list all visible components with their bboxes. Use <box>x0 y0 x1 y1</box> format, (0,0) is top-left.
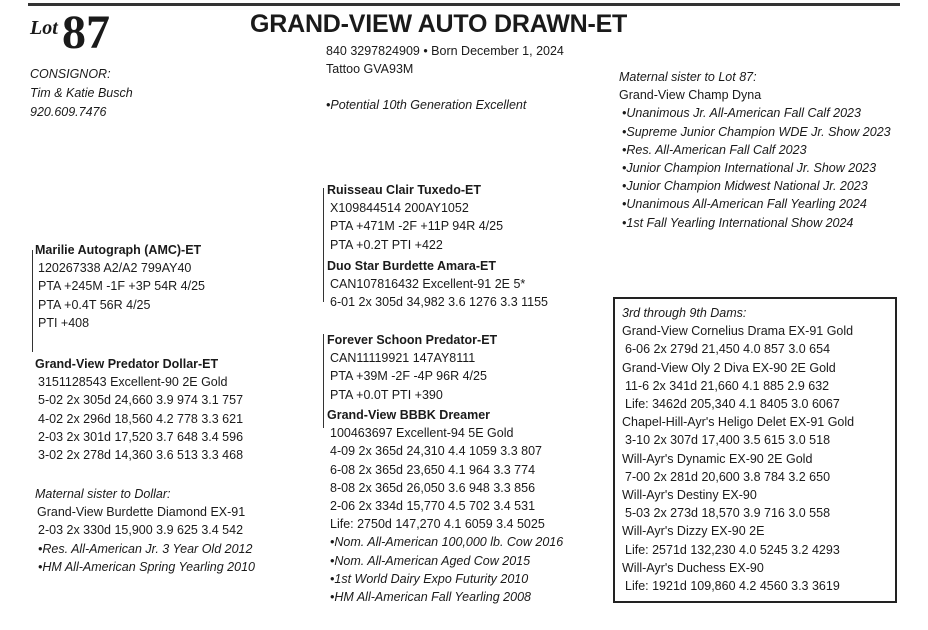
dam <box>35 355 243 464</box>
ancestor-line: Grand-View Cornelius Drama EX-91 Gold <box>622 324 854 339</box>
honor-item: •Unanimous Jr. All-American Fall Calf 2023 <box>622 106 861 121</box>
sire-dam-name: Duo Star Burdette Amara-ET <box>327 259 497 273</box>
animal-tattoo: Tattoo GVA93M <box>326 62 414 76</box>
maternal-sister-dollar-name: Grand-View Burdette Diamond EX-91 <box>37 505 246 520</box>
ancestor-line: 6-06 2x 279d 21,450 4.0 857 3.0 654 <box>625 342 831 357</box>
consignor-phone: 920.609.7476 <box>30 105 107 119</box>
honor-item: •1st Fall Yearling International Show 2024 <box>622 215 854 230</box>
sire <box>35 241 205 332</box>
maternal-sister-dollar <box>35 485 255 576</box>
dam-line: 2-03 2x 301d 17,520 3.7 648 3.4 596 <box>38 429 244 444</box>
honor-item: •HM All-American Spring Yearling 2010 <box>38 559 255 574</box>
dam-line: 4-02 2x 296d 18,560 4.2 778 3.3 621 <box>38 411 244 426</box>
honor-item: •Res. All-American Jr. 3 Year Old 2012 <box>38 541 253 556</box>
dam-dam-line: 100463697 Excellent-94 5E Gold <box>330 426 514 441</box>
maternal-sister-dollar-heading: Maternal sister to Dollar: <box>35 487 171 501</box>
pedigree-bracket-main <box>32 250 33 352</box>
lot-number: 87 <box>62 6 110 59</box>
ancestor-dams-list <box>622 304 854 595</box>
consignor <box>30 65 133 122</box>
consignor-name: Tim & Katie Busch <box>30 86 133 100</box>
sire-line: PTI +408 <box>38 315 90 330</box>
dam-line: 3151128543 Excellent-90 2E Gold <box>38 375 228 390</box>
honor-item: •Supreme Junior Champion WDE Jr. Show 2023 <box>622 124 891 139</box>
ancestor-line: Grand-View Oly 2 Diva EX-90 2E Gold <box>622 360 836 375</box>
ancestor-line: 5-03 2x 273d 18,570 3.9 716 3.0 558 <box>625 506 831 521</box>
dam-dam-line: 8-08 2x 365d 26,050 3.6 948 3.3 856 <box>330 480 536 495</box>
animal-note: •Potential 10th Generation Excellent <box>326 98 527 112</box>
sire-sire-line: PTA +0.2T PTI +422 <box>330 237 443 252</box>
dam-sire-line: PTA +0.0T PTI +390 <box>330 387 443 402</box>
animal-info <box>326 42 564 114</box>
ancestor-line: Life: 3462d 205,340 4.1 8405 3.0 6067 <box>625 397 840 412</box>
honor-item: •Junior Champion International Jr. Show 2023 <box>622 161 877 176</box>
sire-sire <box>327 181 503 254</box>
animal-id-line: 840 3297824909 • Born December 1, 2024 <box>326 44 564 58</box>
pedigree-bracket-dam <box>323 334 324 428</box>
sire-sire-line: PTA +471M -2F +11P 94R 4/25 <box>330 219 504 234</box>
sire-line: PTA +245M -1F +3P 54R 4/25 <box>38 279 205 294</box>
sire-dam-line: 6-01 2x 305d 34,982 3.6 1276 3.3 1155 <box>330 295 549 310</box>
maternal-sister-lot-heading: Maternal sister to Lot 87: <box>619 70 757 84</box>
honor-item: •Nom. All-American 100,000 lb. Cow 2016 <box>330 535 564 550</box>
dam-sire-name: Forever Schoon Predator-ET <box>327 333 498 347</box>
ancestor-line: Will-Ayr's Dynamic EX-90 2E Gold <box>622 451 813 466</box>
ancestor-line: Life: 1921d 109,860 4.2 4560 3.3 3619 <box>625 579 840 594</box>
consignor-label: CONSIGNOR: <box>30 67 111 81</box>
sire-line: 120267338 A2/A2 799AY40 <box>38 261 192 276</box>
ancestor-dams-heading: 3rd through 9th Dams: <box>622 306 747 320</box>
dam-dam-line: 4-09 2x 365d 24,310 4.4 1059 3.3 807 <box>330 444 542 459</box>
lot-label: Lot <box>30 17 58 39</box>
sire-sire-name: Ruisseau Clair Tuxedo-ET <box>327 183 481 197</box>
page-title: GRAND-VIEW AUTO DRAWN-ET <box>250 10 628 38</box>
honor-item: •Res. All-American Fall Calf 2023 <box>622 142 807 157</box>
honor-item: •HM All-American Fall Yearling 2008 <box>330 590 531 605</box>
dam-sire-line: CAN11119921 147AY8111 <box>330 351 476 366</box>
sire-dam-line: CAN107816432 Excellent-91 2E 5* <box>330 277 526 292</box>
maternal-sister-dollar-line: 2-03 2x 330d 15,900 3.9 625 3.4 542 <box>38 523 244 538</box>
ancestor-line: Will-Ayr's Dizzy EX-90 2E <box>622 524 765 539</box>
dam-sire-line: PTA +39M -2F -4P 96R 4/25 <box>330 369 487 384</box>
honor-item: •Nom. All-American Aged Cow 2015 <box>330 553 531 568</box>
ancestor-line: Will-Ayr's Destiny EX-90 <box>622 488 757 503</box>
ancestor-line: Life: 2571d 132,230 4.0 5245 3.2 4293 <box>625 542 840 557</box>
ancestor-line: Will-Ayr's Duchess EX-90 <box>622 560 764 575</box>
dam-line: 5-02 2x 305d 24,660 3.9 974 3.1 757 <box>38 393 244 408</box>
dam-dam-line: Life: 2750d 147,270 4.1 6059 3.4 5025 <box>330 517 545 532</box>
dam-dam-line: 6-08 2x 365d 23,650 4.1 964 3.3 774 <box>330 462 536 477</box>
dam-dam-name: Grand-View BBBK Dreamer <box>327 408 491 422</box>
maternal-sister-lot <box>619 68 891 232</box>
honor-item: •Junior Champion Midwest National Jr. 2023 <box>622 179 868 194</box>
ancestor-line: 11-6 2x 341d 21,660 4.1 885 2.9 632 <box>625 378 830 393</box>
ancestor-line: 7-00 2x 281d 20,600 3.8 784 3.2 650 <box>625 469 831 484</box>
sire-dam <box>327 257 548 312</box>
ancestor-line: 3-10 2x 307d 17,400 3.5 615 3.0 518 <box>625 433 831 448</box>
pedigree-bracket-sire <box>323 188 324 302</box>
sire-line: PTA +0.4T 56R 4/25 <box>38 297 151 312</box>
dam-name: Grand-View Predator Dollar-ET <box>35 357 219 371</box>
dam-dam-line: 2-06 2x 334d 15,770 4.5 702 3.4 531 <box>330 499 536 514</box>
honor-item: •Unanimous All-American Fall Yearling 2024 <box>622 197 867 212</box>
honor-item: •1st World Dairy Expo Futurity 2010 <box>330 571 529 586</box>
top-rule <box>28 3 900 6</box>
ancestor-line: Chapel-Hill-Ayr's Heligo Delet EX-91 Gold <box>622 415 855 430</box>
sire-sire-line: X109844514 200AY1052 <box>330 201 469 216</box>
dam-line: 3-02 2x 278d 14,360 3.6 513 3.3 468 <box>38 448 244 463</box>
sire-name: Marilie Autograph (AMC)-ET <box>35 243 202 257</box>
dam-sire <box>327 331 497 404</box>
dam-dam <box>327 406 563 606</box>
maternal-sister-lot-name: Grand-View Champ Dyna <box>619 88 762 103</box>
